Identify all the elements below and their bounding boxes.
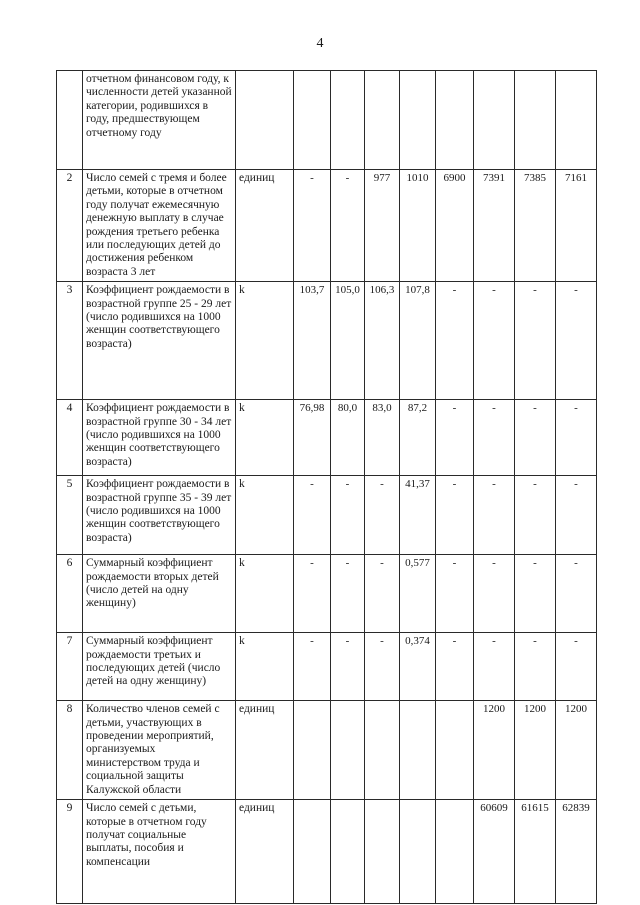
value-cell: - (365, 633, 400, 701)
value-cell (400, 701, 436, 800)
value-cell (436, 800, 474, 904)
value-cell (474, 71, 515, 170)
indicator-name-cell: отчетном финансовом году, к численности детей указанной категории, родившихся в году, предшествующем отчетному году (83, 71, 236, 170)
unit-cell (236, 71, 294, 170)
value-cell (294, 800, 331, 904)
value-cell: 41,37 (400, 476, 436, 555)
value-cell: - (294, 555, 331, 633)
value-cell: - (515, 282, 556, 400)
value-cell: 76,98 (294, 400, 331, 476)
table-row (57, 633, 597, 701)
unit-cell: k (236, 633, 294, 701)
value-cell: - (556, 282, 597, 400)
value-cell: - (294, 170, 331, 282)
value-cell: - (556, 555, 597, 633)
indicator-name-cell: Суммарный коэффициент рождаемости вторых детей (число детей на одну женщину) (83, 555, 236, 633)
value-cell: - (436, 400, 474, 476)
indicator-name-cell: Суммарный коэффициент рождаемости третьих и последующих детей (число детей на одну женщину) (83, 633, 236, 701)
value-cell: 103,7 (294, 282, 331, 400)
value-cell: 83,0 (365, 400, 400, 476)
value-cell: - (474, 400, 515, 476)
table-row (57, 555, 597, 633)
value-cell (400, 71, 436, 170)
value-cell (556, 71, 597, 170)
indicator-name-cell: Количество членов семей с детьми, участвующих в проведении мероприятий, организуемых министерством труда и социальной защиты Калужской области (83, 701, 236, 800)
row-number-cell: 4 (57, 400, 83, 476)
value-cell: 977 (365, 170, 400, 282)
unit-cell: единиц (236, 170, 294, 282)
value-cell: - (436, 476, 474, 555)
value-cell: 87,2 (400, 400, 436, 476)
row-number-cell: 2 (57, 170, 83, 282)
unit-cell: k (236, 282, 294, 400)
value-cell (331, 71, 365, 170)
unit-cell: k (236, 476, 294, 555)
row-number-cell: 9 (57, 800, 83, 904)
value-cell: - (515, 476, 556, 555)
row-number-cell: 5 (57, 476, 83, 555)
value-cell: 61615 (515, 800, 556, 904)
unit-cell: k (236, 555, 294, 633)
value-cell (515, 71, 556, 170)
value-cell: 7385 (515, 170, 556, 282)
value-cell (331, 701, 365, 800)
value-cell (436, 71, 474, 170)
value-cell: - (436, 282, 474, 400)
value-cell: - (474, 476, 515, 555)
value-cell: 107,8 (400, 282, 436, 400)
indicator-name-cell: Коэффициент рождаемости в возрастной группе 30 - 34 лет (число родившихся на 1000 женщин соответствующего возраста) (83, 400, 236, 476)
value-cell: - (331, 633, 365, 701)
row-number-cell: 7 (57, 633, 83, 701)
value-cell (365, 800, 400, 904)
indicator-name-cell: Коэффициент рождаемости в возрастной группе 35 - 39 лет (число родившихся на 1000 женщин соответствующего возраста) (83, 476, 236, 555)
value-cell: - (556, 476, 597, 555)
value-cell: - (474, 282, 515, 400)
indicator-name-cell: Число семей с детьми, которые в отчетном году получат социальные выплаты, пособия и компенсации (83, 800, 236, 904)
unit-cell: k (236, 400, 294, 476)
value-cell: 0,374 (400, 633, 436, 701)
value-cell: - (515, 555, 556, 633)
value-cell: - (515, 633, 556, 701)
value-cell: - (556, 400, 597, 476)
value-cell: - (365, 555, 400, 633)
value-cell: 1200 (515, 701, 556, 800)
value-cell: 106,3 (365, 282, 400, 400)
value-cell (331, 800, 365, 904)
table-row (57, 701, 597, 800)
indicator-name-cell: Коэффициент рождаемости в возрастной группе 25 - 29 лет (число родившихся на 1000 женщин соответствующего возраста) (83, 282, 236, 400)
value-cell: 0,577 (400, 555, 436, 633)
row-number-cell: 6 (57, 555, 83, 633)
value-cell: - (294, 476, 331, 555)
value-cell: - (474, 633, 515, 701)
value-cell: - (556, 633, 597, 701)
value-cell: - (474, 555, 515, 633)
value-cell: 80,0 (331, 400, 365, 476)
value-cell: 1200 (556, 701, 597, 800)
row-number-cell (57, 71, 83, 170)
value-cell: 7391 (474, 170, 515, 282)
value-cell: - (331, 476, 365, 555)
value-cell (365, 701, 400, 800)
value-cell: 6900 (436, 170, 474, 282)
table-row (57, 800, 597, 904)
value-cell: 60609 (474, 800, 515, 904)
value-cell: - (331, 555, 365, 633)
value-cell: - (436, 555, 474, 633)
value-cell: - (331, 170, 365, 282)
value-cell: 62839 (556, 800, 597, 904)
value-cell (365, 71, 400, 170)
table-row (57, 71, 597, 170)
value-cell (436, 701, 474, 800)
table-row (57, 282, 597, 400)
unit-cell: единиц (236, 701, 294, 800)
value-cell (400, 800, 436, 904)
value-cell: - (436, 633, 474, 701)
value-cell: - (365, 476, 400, 555)
table-row (57, 476, 597, 555)
table-row (57, 400, 597, 476)
value-cell (294, 71, 331, 170)
indicator-name-cell: Число семей с тремя и более детьми, которые в отчетном году получат ежемесячную денежную выплату в случае рождения третьего ребенка или последующих детей до достижения ребенком возраста 3 лет (83, 170, 236, 282)
value-cell: 1200 (474, 701, 515, 800)
value-cell: 105,0 (331, 282, 365, 400)
value-cell: - (515, 400, 556, 476)
value-cell: 7161 (556, 170, 597, 282)
value-cell: 1010 (400, 170, 436, 282)
row-number-cell: 3 (57, 282, 83, 400)
indicators-table (56, 70, 597, 904)
unit-cell: единиц (236, 800, 294, 904)
value-cell: - (294, 633, 331, 701)
value-cell (294, 701, 331, 800)
table-row (57, 170, 597, 282)
row-number-cell: 8 (57, 701, 83, 800)
page-number: 4 (316, 36, 324, 51)
